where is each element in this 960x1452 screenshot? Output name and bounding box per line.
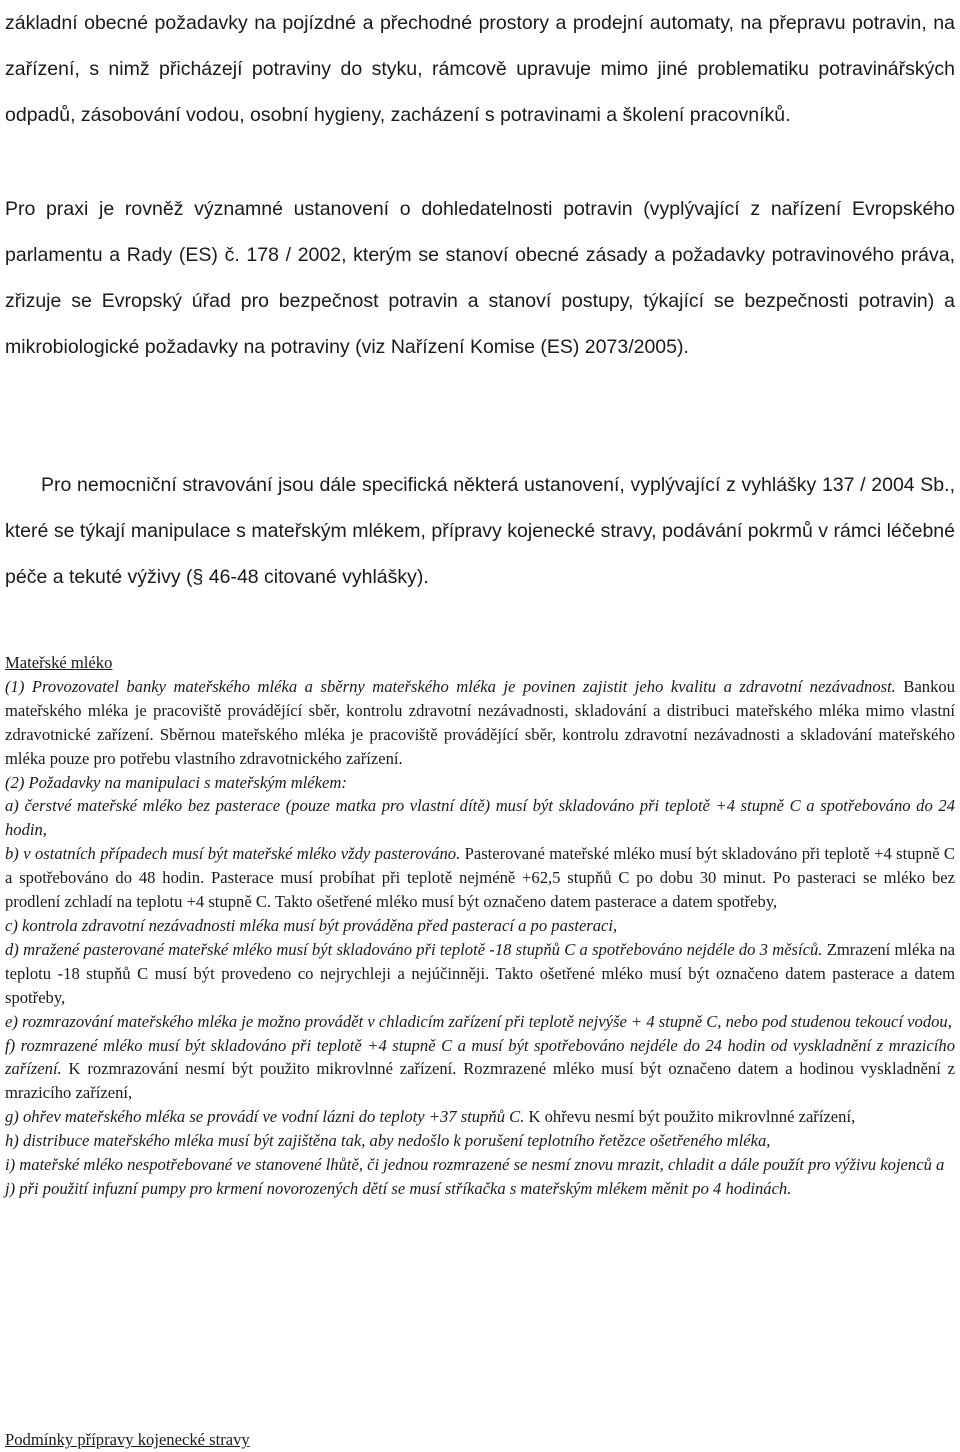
item-i: i) mateřské mléko nespotřebované ve stanovené lhůtě, či jednou rozmrazené se nesmí znovu mrazit, chladit a dále použít pro výživu kojenců a	[5, 1155, 945, 1175]
item-c: c) kontrola zdravotní nezávadnosti mléka musí být prováděna před pasterací a po pasteraci,	[5, 915, 618, 935]
clause-2: (2) Požadavky na manipulaci s mateřským mlékem:	[5, 772, 347, 792]
paragraph-general-requirements: základní obecné požadavky na pojízdné a přechodné prostory a prodejní automaty, na přepravu potravin, na zařízení, s nimž přicházejí potraviny do styku, rámcově upravuje mimo jiné problematiku potravinářských odpadů, zásobování vodou, osobní hygieny, zacházení s potravinami a školení pracovníků.	[5, 12, 955, 126]
clause-1: (1) Provozovatel banky mateřského mléka a sběrny mateřského mléka je povinen zajistit jeho kvalitu a zdravotní nezávadnost. Bankou mateřského mléka je pracoviště provádějící sběr, kontrolu zdravotní nezávadnosti, skladování a distribuci mateřského mléka mimo vlastní zdravotnické zařízení. Sběrnou mateřského mléka je pracoviště provádějící sběr, kontrolu zdravotní nezávadnosti a skladování mateřského mléka pouze pro potřebu vlastního zdravotnického zařízení.	[5, 676, 955, 768]
item-j: j) při použití infuzní pumpy pro krmení novorozených dětí se musí stříkačka s mateřským mlékem měnit po 4 hodinách.	[5, 1178, 792, 1198]
paragraph-hospital-catering: Pro nemocniční stravování jsou dále specifická některá ustanovení, vyplývající z vyhlášky 137 / 2004 Sb., které se týkají manipulace s mateřským mlékem, přípravy kojenecké stravy, podávání pokrmů v rámci léčebné péče a tekuté výživy (§ 46-48 citované vyhlášky).	[5, 474, 955, 588]
section-heading-infant-formula: Podmínky přípravy kojenecké stravy	[5, 1430, 250, 1449]
item-e: e) rozmrazování mateřského mléka je možno provádět v chladicím zařízení při teplotě nejvýše + 4 stupně C, nebo pod studenou tekoucí vodou,	[5, 1011, 952, 1031]
item-h: h) distribuce mateřského mléka musí být zajištěna tak, aby nedošlo k porušení teplotního řetězce ošetřeného mléka,	[5, 1131, 771, 1151]
item-d: d) mražené pasterované mateřské mléko musí být skladováno při teplotě -18 stupňů C a spotřebováno nejdéle do 3 měsíců. Zmrazení mléka na teplotu -18 stupňů C musí být provedeno co nejrychleji a nejúčinněji. Takto ošetřené mléko musí být označeno datem pasterace a datem spotřeby,	[5, 939, 955, 1007]
item-g: g) ohřev mateřského mléka se provádí ve vodní lázni do teploty +37 stupňů C. K ohřevu nesmí být použito mikrovlnné zařízení,	[5, 1107, 856, 1127]
item-a: a) čerstvé mateřské mléko bez pasterace (pouze matka pro vlastní dítě) musí být skladováno při teplotě +4 stupně C a spotřebováno do 24 hodin,	[5, 796, 955, 840]
breast-milk-section	[5, 651, 955, 1201]
item-b: b) v ostatních případech musí být mateřské mléko vždy pasterováno. Pasterované mateřské mléko musí být skladováno při teplotě +4 stupně C a spotřebováno do 48 hodin. Pasterace musí probíhat při teplotě nejméně +62,5 stupňů C po dobu 30 minut. Po pasteraci se mléko bez prodlení zchladí na teplotu +4 stupně C. Takto ošetřené mléko musí být označeno datem pasterace a datem spotřeby,	[5, 844, 955, 912]
item-f: f) rozmrazené mléko musí být skladováno při teplotě +4 stupně C a musí být spotřebováno nejdéle do 24 hodin od vyskladnění z mrazicího zařízení. K rozmrazování nesmí být použito mikrovlnné zařízení. Rozmrazené mléko musí být označeno datem a hodinou vyskladnění z mrazicího zařízení,	[5, 1035, 955, 1103]
section-heading-breast-milk: Mateřské mléko	[5, 653, 113, 672]
paragraph-traceability: Pro praxi je rovněž významné ustanovení o dohledatelnosti potravin (vyplývající z nařízení Evropského parlamentu a Rady (ES) č. 178 / 2002, kterým se stanoví obecné zásady a požadavky potravinového práva, zřizuje se Evropský úřad pro bezpečnost potravin a stanoví postupy, týkající se bezpečnosti potravin) a mikrobiologické požadavky na potraviny (viz Nařízení Komise (ES) 2073/2005).	[5, 198, 955, 358]
